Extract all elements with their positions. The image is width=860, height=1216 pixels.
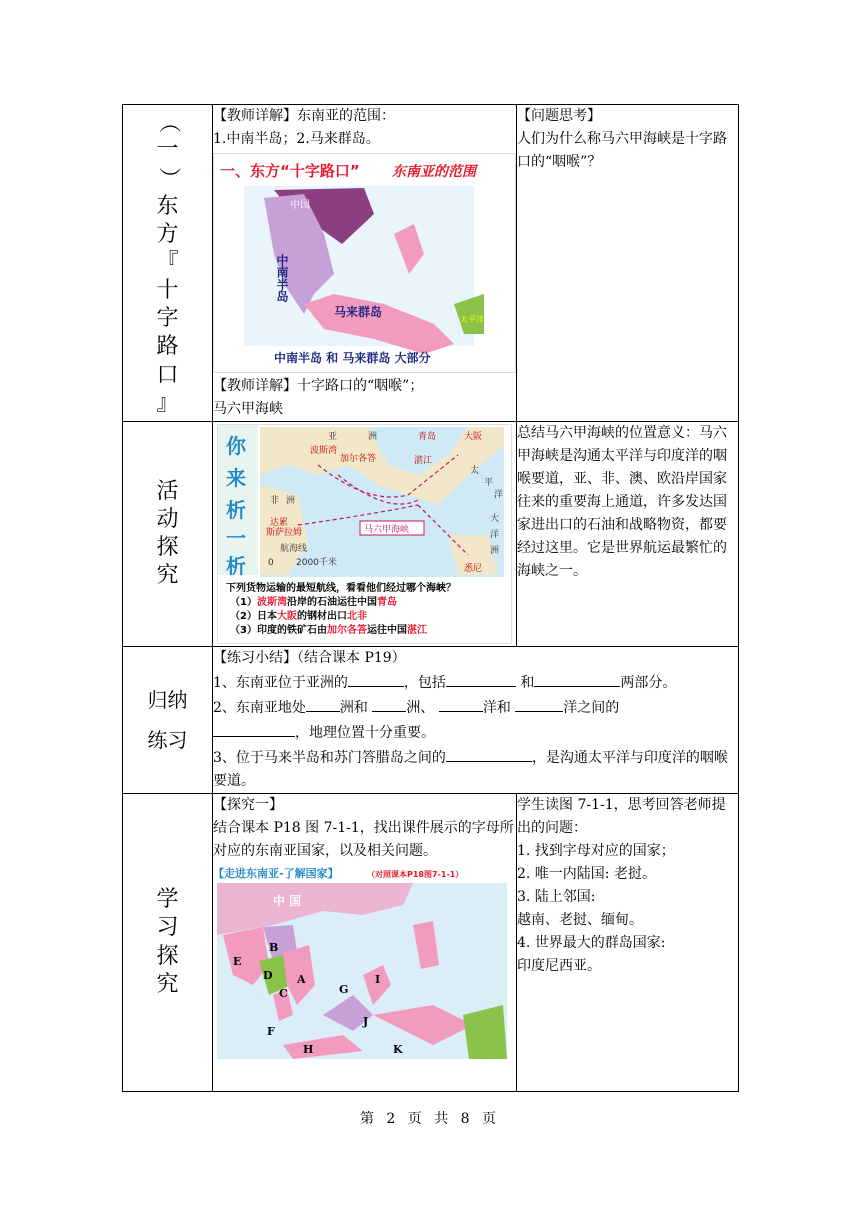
teacher-note-2: 【教师详解】十字路口的“咽喉”； xyxy=(213,378,424,394)
svg-text:中南半岛: 中南半岛 xyxy=(275,254,289,302)
row-study xyxy=(123,794,739,1092)
svg-text:一、东方“十字路口”: 一、东方“十字路口” xyxy=(220,162,360,180)
svg-text:（对照课本P18图7-1-1）: （对照课本P18图7-1-1） xyxy=(367,870,464,879)
svg-text:（2）日本大阪的钢材出口北非: （2）日本大阪的钢材出口北非 xyxy=(230,611,367,622)
row-crossroads xyxy=(123,105,739,422)
svg-text:亚: 亚 xyxy=(328,432,338,442)
svg-text:下列货物运输的最短航线，看看他们经过哪个海峡？: 下列货物运输的最短航线，看看他们经过哪个海峡？ xyxy=(226,583,456,594)
practice-heading: 【练习小结】（结合课本 P19） xyxy=(213,650,406,666)
svg-text:D: D xyxy=(263,969,273,982)
row4-right xyxy=(517,794,739,1092)
malacca-summary: 总结马六甲海峡的位置意义：马六甲海峡是沟通太平洋与印度洋的咽喉要道，亚、非、澳、欧沿岸国家往来的重要海上通道，许多发达国家进出口的石油和战略物资，都要经过这里。它是世界航运最繁忙的海峡之一。 xyxy=(517,425,727,579)
svg-text:中国: 中国 xyxy=(290,200,310,211)
practice-q1: 1、东南亚位于亚洲的 ，包括 和 两部分。 xyxy=(213,670,738,695)
svg-text:太平洋: 太平洋 xyxy=(460,315,484,324)
svg-text:大: 大 xyxy=(490,514,500,524)
row2-right xyxy=(517,422,739,647)
question-heading: 【问题思考】 xyxy=(517,108,601,124)
svg-text:析: 析 xyxy=(226,554,246,578)
svg-text:（3）印度的铁矿石由加尔各答运往中国湛江: （3）印度的铁矿石由加尔各答运往中国湛江 xyxy=(230,625,427,636)
svg-text:中 国: 中 国 xyxy=(273,894,302,908)
svg-text:B: B xyxy=(269,941,279,954)
svg-text:马来群岛: 马来群岛 xyxy=(334,305,383,319)
svg-text:平: 平 xyxy=(484,478,494,488)
question-text: 人们为什么称马六甲海峡是十字路口的“咽喉”？ xyxy=(517,131,727,170)
svg-text:湛江: 湛江 xyxy=(414,456,433,466)
teacher-note-2-line: 马六甲海峡 xyxy=(213,401,283,417)
svg-text:斯萨拉姆: 斯萨拉姆 xyxy=(266,528,303,538)
svg-text:洲: 洲 xyxy=(368,432,378,442)
svg-text:一: 一 xyxy=(226,526,246,550)
row1-right xyxy=(517,105,739,422)
row-practice xyxy=(123,647,739,794)
section-study: 学 习 探 究 xyxy=(123,794,213,1092)
svg-text:析: 析 xyxy=(226,498,246,522)
svg-text:青岛: 青岛 xyxy=(418,432,437,442)
svg-text:（1）波斯湾沿岸的石油运往中国青岛: （1）波斯湾沿岸的石油运往中国青岛 xyxy=(230,597,397,608)
student-item-4b: 印度尼西亚。 xyxy=(517,958,601,974)
teacher-note-1: 【教师详解】东南亚的范围： xyxy=(213,108,395,124)
row4-left xyxy=(213,794,517,1092)
page-footer: 第 2 页 共 8 页 xyxy=(359,1111,501,1127)
svg-text:【走进东南亚-了解国家】: 【走进东南亚-了解国家】 xyxy=(213,867,339,880)
svg-text:I: I xyxy=(375,973,381,986)
svg-text:J: J xyxy=(363,1015,369,1028)
practice-q3: 3、位于马来半岛和苏门答腊岛之间的 ，是沟通太平洋与印度洋的咽喉要道。 xyxy=(213,745,738,793)
svg-text:东南亚的范围: 东南亚的范围 xyxy=(392,164,476,180)
lesson-table xyxy=(122,104,739,1092)
student-item-4: 4. 世界最大的群岛国家: xyxy=(517,935,666,951)
section-activity: 活 动 探 究 xyxy=(123,422,213,647)
student-item-3: 3. 陆上邻国: xyxy=(517,889,596,905)
explore-heading: 【探究一】 xyxy=(213,797,283,813)
student-item-2: 2. 唯一内陆国: 老挝。 xyxy=(517,866,656,882)
svg-text:E: E xyxy=(233,955,242,968)
svg-text:K: K xyxy=(393,1043,403,1056)
svg-text:洲: 洲 xyxy=(286,496,296,506)
svg-text:A: A xyxy=(297,973,306,986)
row3-content xyxy=(213,647,739,794)
svg-text:G: G xyxy=(339,983,349,996)
practice-q2: 2、东南亚地处 洲和 洲、 洋和 洋之间的 xyxy=(213,695,738,720)
svg-text:来: 来 xyxy=(226,466,246,490)
svg-text:大阪: 大阪 xyxy=(464,432,483,442)
svg-text:洋: 洋 xyxy=(490,530,500,540)
section-practice: 归纳 练习 xyxy=(123,647,213,794)
svg-text:波斯湾: 波斯湾 xyxy=(310,446,338,456)
svg-text:中南半岛 和 马来群岛 大部分: 中南半岛 和 马来群岛 大部分 xyxy=(274,351,431,365)
practice-q2-cont: ，地理位置十分重要。 xyxy=(213,720,738,745)
map-malacca-routes xyxy=(217,424,512,644)
row1-left xyxy=(213,105,517,422)
teacher-note-1-line: 1.中南半岛；2.马来群岛。 xyxy=(213,131,380,147)
svg-text:悉尼: 悉尼 xyxy=(464,564,483,574)
svg-text:洋: 洋 xyxy=(494,490,504,500)
svg-text:加尔各答: 加尔各答 xyxy=(340,454,377,464)
svg-text:太: 太 xyxy=(470,466,480,476)
svg-text:H: H xyxy=(303,1043,314,1056)
svg-text:马六甲海峡: 马六甲海峡 xyxy=(364,525,410,535)
svg-text:非: 非 xyxy=(270,496,280,506)
svg-text:你: 你 xyxy=(226,434,246,458)
map-southeast-asia-countries xyxy=(213,865,516,1061)
svg-text:0: 0 xyxy=(268,558,274,568)
section-crossroads: （ 一 ） 东 方 『 十 字 路 口 』 xyxy=(123,105,213,422)
svg-text:航海线: 航海线 xyxy=(280,544,308,554)
explore-text: 结合课本 P18 图 7-1-1，找出课件展示的字母所对应的东南亚国家，以及相关问题。 xyxy=(213,820,514,859)
svg-text:2000千米: 2000千米 xyxy=(296,558,337,568)
row2-left xyxy=(213,422,517,647)
student-item-1: 1. 找到字母对应的国家； xyxy=(517,843,675,859)
svg-text:达累: 达累 xyxy=(270,518,289,528)
student-heading: 学生读图 7-1-1，思考回答老师提出的问题： xyxy=(517,797,726,836)
row-activity xyxy=(123,422,739,647)
student-item-3b: 越南、老挝、缅甸。 xyxy=(517,912,643,928)
svg-text:F: F xyxy=(267,1025,275,1038)
svg-text:C: C xyxy=(279,987,288,1000)
map-southeast-asia-range xyxy=(213,153,516,373)
svg-text:洲: 洲 xyxy=(490,546,500,556)
